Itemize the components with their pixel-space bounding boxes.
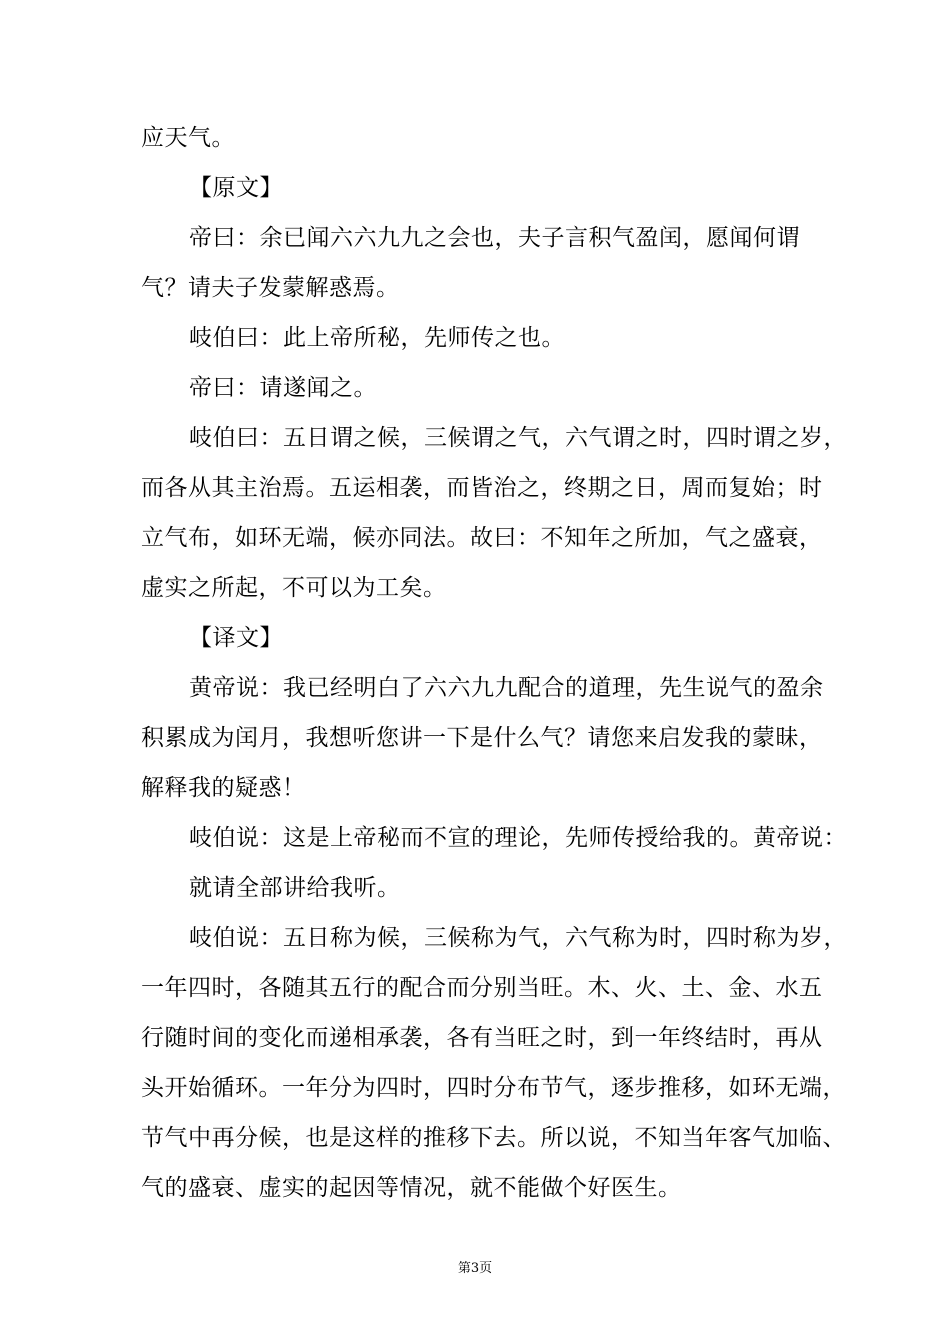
- page-number: 第3页: [457, 1261, 493, 1276]
- text-line: 气的盛衰、虚实的起因等情况，就不能做个好医生。: [141, 1175, 682, 1201]
- text-line: 行随时间的变化而递相承袭，各有当旺之时，到一年终结时，再从: [141, 1025, 823, 1051]
- text-line: 头开始循环。一年分为四时，四时分布节气，逐步推移，如环无端，: [141, 1075, 846, 1101]
- text-line: 而各从其主治焉。五运相袭，而皆治之，终期之日，周而复始；时: [141, 475, 823, 501]
- text-line: 节气中再分候，也是这样的推移下去。所以说，不知当年客气加临、: [141, 1125, 846, 1151]
- text-line: 岐伯说：这是上帝秘而不宣的理论，先师传授给我的。黄帝说：: [189, 825, 847, 851]
- section-heading-translation: 【译文】: [189, 625, 283, 651]
- text-line: 立气布，如环无端，候亦同法。故曰：不知年之所加，气之盛衰，: [141, 525, 823, 551]
- text-line: 就请全部讲给我听。: [189, 875, 401, 901]
- text-line: 解释我的疑惑！: [141, 775, 306, 801]
- text-line: 帝曰：请遂闻之。: [189, 375, 377, 401]
- text-line: 气？请夫子发蒙解惑焉。: [141, 275, 400, 301]
- text-line: 虚实之所起，不可以为工矣。: [141, 575, 447, 601]
- text-line: 黄帝说：我已经明白了六六九九配合的道理，先生说气的盈余: [189, 675, 824, 701]
- text-line: 岐伯曰：五日谓之候，三候谓之气，六气谓之时，四时谓之岁，: [189, 425, 847, 451]
- text-line: 一年四时，各随其五行的配合而分别当旺。木、火、土、金、水五: [141, 975, 823, 1001]
- text-line: 岐伯曰：此上帝所秘，先师传之也。: [189, 325, 565, 351]
- text-line: 岐伯说：五日称为候，三候称为气，六气称为时，四时称为岁，: [189, 925, 847, 951]
- text-line: 应天气。: [141, 125, 235, 151]
- text-line: 积累成为闰月，我想听您讲一下是什么气？请您来启发我的蒙昧，: [141, 725, 823, 751]
- section-heading-original: 【原文】: [189, 175, 283, 201]
- text-line: 帝曰：余已闻六六九九之会也，夫子言积气盈闰，愿闻何谓: [189, 225, 800, 251]
